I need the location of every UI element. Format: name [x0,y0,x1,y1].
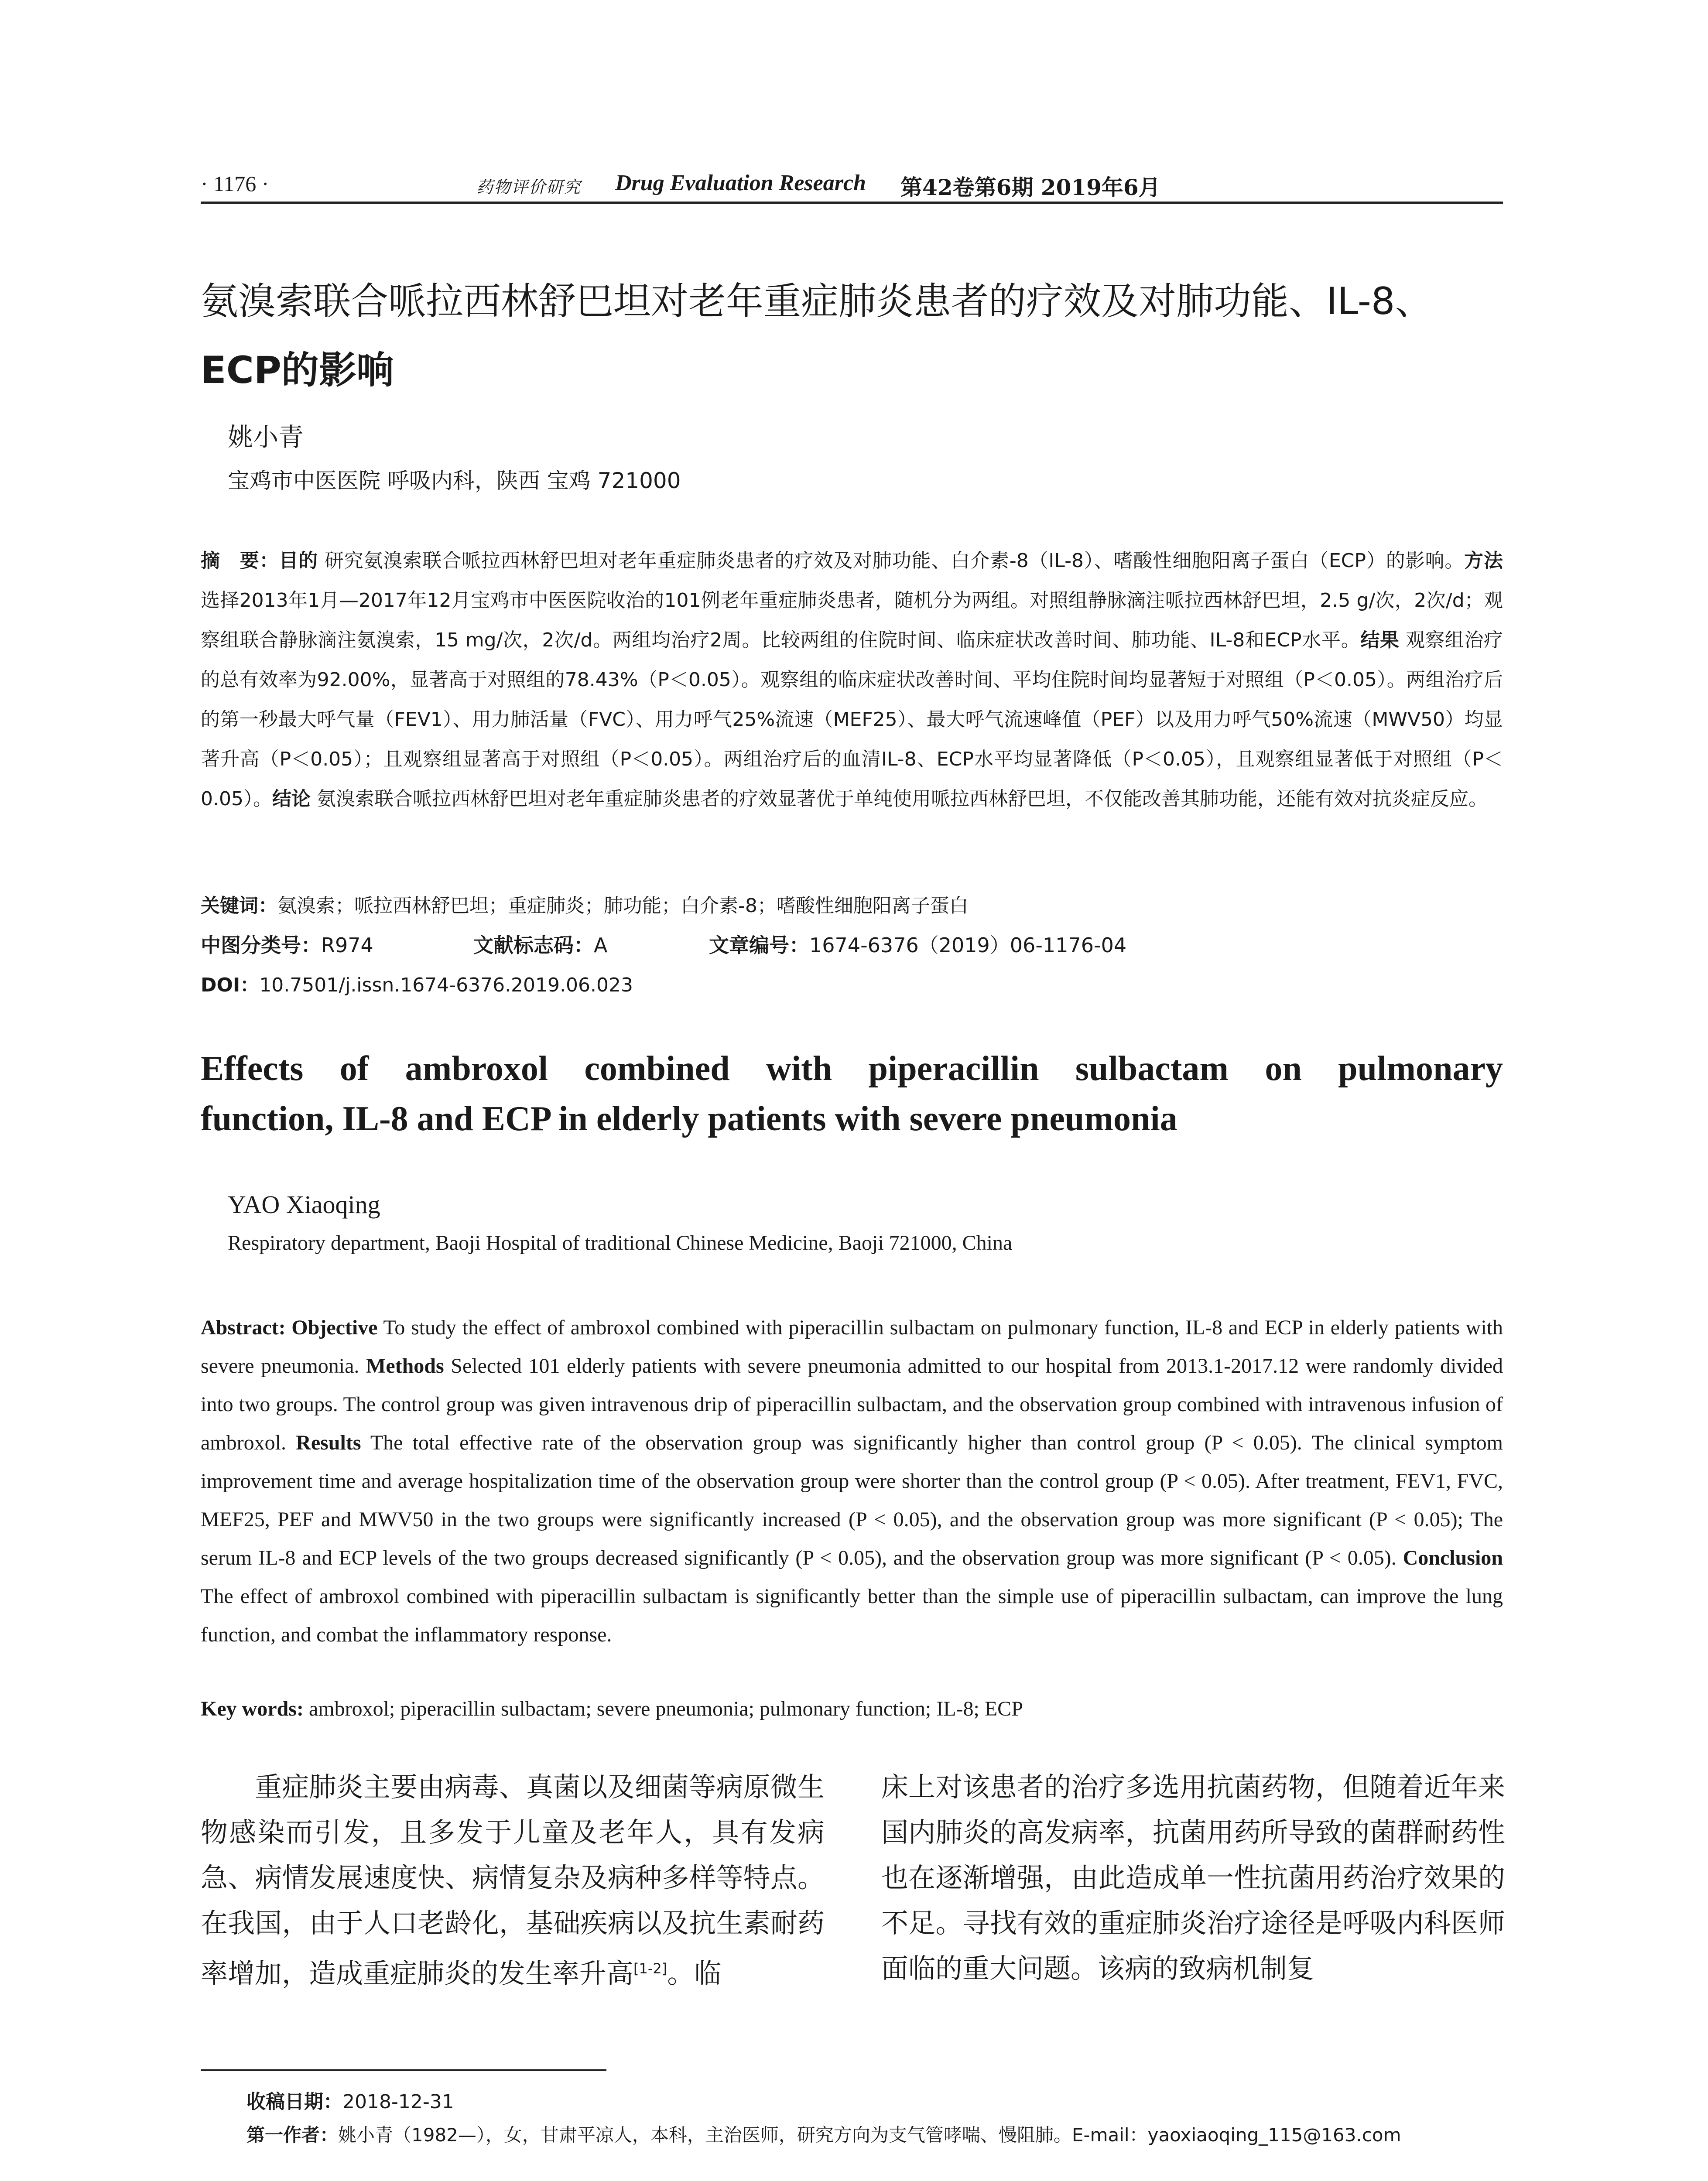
objective-en-label: Objective [291,1316,378,1339]
results-en-label: Results [296,1431,361,1454]
journal-name: Drug Evaluation Research [615,171,866,195]
doi [201,969,633,997]
keywords-en [201,1697,1023,1721]
title-cn-line1: 氨溴索联合哌拉西林舒巴坦对老年重症肺炎患者的疗效及对肺功能、IL-8、 [201,280,1433,323]
page-number: · 1176 · [201,171,269,196]
results-cn: 观察组治疗的总有效率为92.00%，显著高于对照组的78.43%（P＜0.05）。观察组的临床症状改善时间、平均住院时间均显著短于对照组（P＜0.05）。两组治疗后的第一秒最大呼气量（FEV1）、用力肺活量（FVC）、用力呼气25%流速（MEF25）、最大呼气流速峰值（PEF）以及用力呼气50%流速（MWV50）均显著升高（P＜0.05）；且观察组显著高于对照组（P＜0.05）。两组治疗后的血清IL-8、ECP水平均显著降低（P＜0.05），且观察组显著低于对照组（P＜0.05）。 [201,629,1503,810]
doi-value: 10.7501/j.issn.1674-6376.2019.06.023 [259,974,633,996]
journal-logo: 药物评价研究 [476,178,582,197]
title-en-line1: Effects of ambroxol combined with piperacillin sulbactam on pulmonary [201,1049,1503,1088]
header-rule [201,202,1503,204]
results-cn-label: 结果 [1360,629,1400,651]
article-no-value: 1674-6376（2019）06-1176-04 [809,933,1127,957]
keywords-en-label: Key words: [201,1697,304,1720]
doc-code-value: A [594,933,608,957]
body-column-left [201,1764,825,1996]
footnote-rule [201,2069,606,2071]
methods-en-label: Methods [366,1354,444,1378]
keywords-cn-value: 氨溴索；哌拉西林舒巴坦；重症肺炎；肺功能；白介素-8；嗜酸性细胞阳离子蛋白 [277,895,969,917]
conclusion-cn: 氨溴索联合哌拉西林舒巴坦对老年重症肺炎患者的疗效显著优于单纯使用哌拉西林舒巴坦，不仅能改善其肺功能，还能有效对抗炎症反应。 [316,788,1488,810]
keywords-cn-label: 关键词： [201,895,277,917]
received-date: 2018-12-31 [342,2091,454,2113]
body-left-text: 重症肺炎主要由病毒、真菌以及细菌等病原微生物感染而引发，且多发于儿童及老年人，具有发病急、病情发展速度快、病情复杂及病种多样等特点。在我国，由于人口老龄化，基础疾病以及抗生素耐药率增加，造成重症肺炎的发生率升高 [201,1771,825,1990]
title-cn-line2: ECP的影响 [201,349,394,392]
doc-code-label: 文献标志码： [473,933,594,957]
objective-en: To study the effect of ambroxol combined with piperacillin sulbactam on pulmonary function, IL-8 and ECP in elderly patients with severe pneumonia. [201,1316,1503,1378]
keywords-en-value: ambroxol; piperacillin sulbactam; severe pneumonia; pulmonary function; IL-8; ECP [308,1697,1023,1720]
received-label: 收稿日期： [246,2091,342,2113]
body-left-tail: 。临 [667,1957,722,1990]
first-author-info: 姚小青（1982—），女，甘肃平凉人，本科，主治医师，研究方向为支气管哮喘、慢阻肺。E-mail：yaoxiaoqing_115@163.com [338,2124,1401,2146]
footnote-author [246,2121,1401,2147]
clc-label: 中图分类号： [201,933,321,957]
methods-cn-label: 方法 [1464,550,1503,572]
first-author-label: 第一作者： [246,2124,339,2146]
body-column-right [881,1764,1505,1991]
title-en-line2: function, IL-8 and ECP in elderly patients with severe pneumonia [201,1100,1177,1138]
abstract-en-label: Abstract: [201,1316,286,1339]
keywords-cn [201,890,969,918]
abstract-cn [201,541,1503,819]
methods-cn: 选择2013年1月—2017年12月宝鸡市中医医院收治的101例老年重症肺炎患者，随机分为两组。对照组静脉滴注哌拉西林舒巴坦，2.5 g/次，2次/d；观察组联合静脉滴注氨溴索，15 mg/次，2次/d。两组均治疗2周。比较两组的住院时间、临床症状改善时间、肺功能、IL-8和ECP水平。 [201,589,1503,651]
objective-cn: 研究氨溴索联合哌拉西林舒巴坦对老年重症肺炎患者的疗效及对肺功能、白介素-8（IL-8）、嗜酸性细胞阳离子蛋白（ECP）的影响。 [324,550,1465,572]
author-cn: 姚小青 [228,422,304,452]
classification-row [201,930,1126,958]
author-en: YAO Xiaoqing [228,1190,380,1219]
article-no-label: 文章编号： [709,933,809,957]
doi-label: DOI： [201,974,260,996]
conclusion-en-label: Conclusion [1403,1546,1503,1569]
citation: [1-2] [633,1960,667,1977]
journal-issue: 第42卷第6期 2019年6月 [900,174,1160,200]
objective-cn-label: 目的 [279,550,318,572]
footnote-received [246,2086,454,2114]
title-en [201,1044,1503,1144]
body-right-text: 床上对该患者的治疗多选用抗菌药物，但随着近年来国内肺炎的高发病率，抗菌用药所导致的菌群耐药性也在逐渐增强，由此造成单一性抗菌用药治疗效果的不足。寻找有效的重症肺炎治疗途径是呼吸内科医师面临的重大问题。该病的致病机制复 [881,1771,1505,1984]
affiliation-en: Respiratory department, Baoji Hospital of traditional Chinese Medicine, Baoji 721000, China [228,1231,1013,1255]
conclusion-en: The effect of ambroxol combined with piperacillin sulbactam is significantly better than the simple use of piperacillin sulbactam, can improve the lung function, and combat the inflammatory response. [201,1585,1503,1646]
results-en: The total effective rate of the observation group was significantly higher than control group (P < 0.05). The clinical symptom improvement time and average hospitalization time of the observation group were shorter than the control group (P < 0.05). After treatment, FEV1, FVC, MEF25, PEF and MWV50 in the two groups were significantly increased (P < 0.05), and the observation group was more significant (P < 0.05); The serum IL-8 and ECP levels of the two groups decreased significantly (P < 0.05), and the observation group was more significant (P < 0.05). [201,1431,1503,1569]
abstract-en [201,1309,1503,1654]
conclusion-cn-label: 结论 [272,788,311,810]
clc-value: R974 [321,933,373,957]
methods-en: Selected 101 elderly patients with severe pneumonia admitted to our hospital from 2013.1-2017.12 were randomly divided into two groups. The control group was given intravenous drip of piperacillin sulbactam, and the observation group combined with intravenous infusion of ambroxol. [201,1354,1503,1454]
affiliation-cn: 宝鸡市中医医院 呼吸内科，陕西 宝鸡 721000 [228,468,681,493]
abstract-cn-label: 摘 要： [201,550,279,572]
